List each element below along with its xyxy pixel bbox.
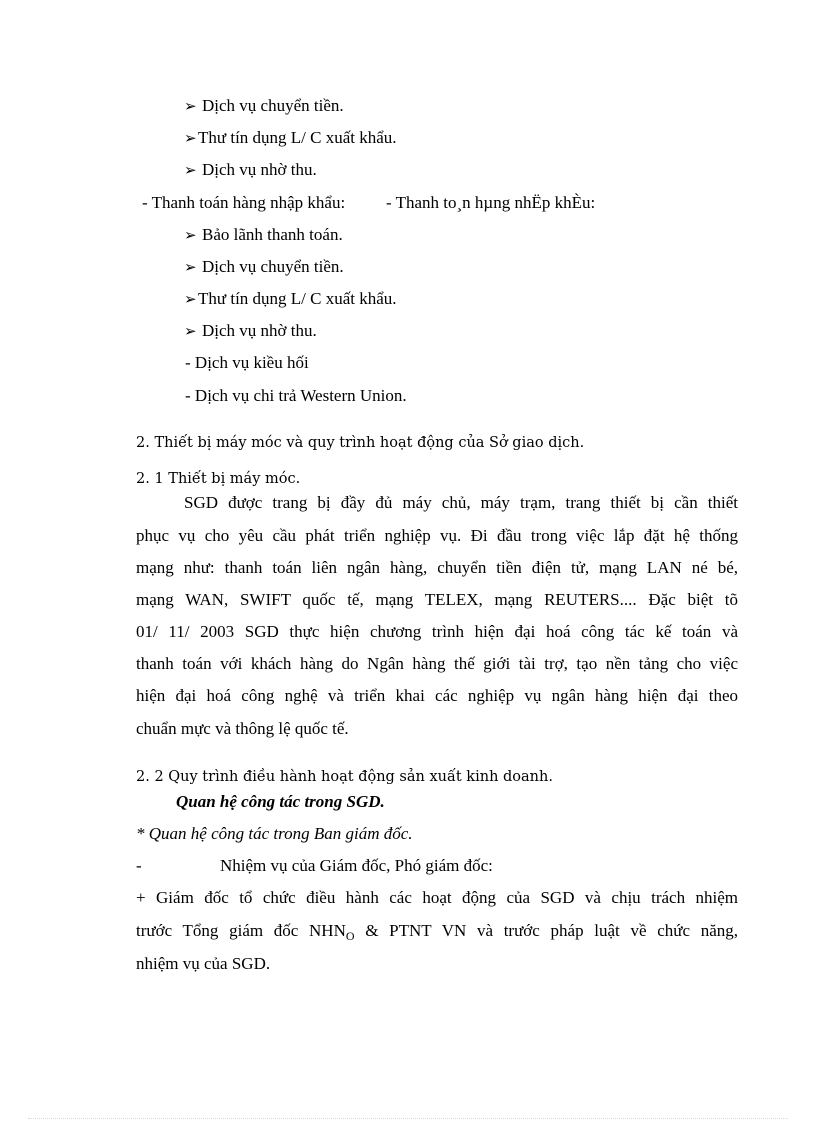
paragraph-line: 01/ 11/ 2003 SGD thực hiện chương trình hiện đại hoá công tác kế toán và [136, 622, 738, 641]
list-item [184, 225, 343, 246]
import-payment-label-garbled: - Thanh to¸n hµng nhËp khÈu: [386, 193, 596, 212]
paragraph-line [136, 921, 738, 946]
section-heading: 2. Thiết bị máy móc và quy trình hoạt động của Sở giao dịch. [136, 435, 585, 451]
paragraph-line: chuẩn mực và thông lệ quốc tế. [136, 719, 349, 738]
paragraph-line: SGD được trang bị đầy đủ máy chủ, máy trạm, trang thiết bị cần thiết [184, 493, 738, 512]
list-item-text: Bảo lãnh thanh toán. [202, 225, 343, 244]
relation-heading: Quan hệ công tác trong SGD. [176, 792, 385, 811]
list-item [184, 289, 397, 310]
list-item-text: Thư tín dụng L/ C xuất khẩu. [198, 289, 397, 308]
list-item-text: Dịch vụ chuyển tiền. [202, 96, 344, 115]
import-payment-label: - Thanh toán hàng nhập khẩu: [142, 193, 346, 212]
subsection-heading: 2. 1 Thiết bị máy móc. [136, 471, 301, 487]
director-text: & PTNT VN và trước pháp luật về chức năng, [354, 921, 738, 940]
list-item-text: Dịch vụ chuyển tiền. [202, 257, 344, 276]
list-item-text: Dịch vụ nhờ thu. [202, 321, 317, 340]
duty-dash: - [136, 856, 142, 875]
dash-item: - Dịch vụ kiều hối [185, 353, 309, 372]
arrow-bullet-icon: ➢ [184, 292, 197, 308]
list-item-text: Thư tín dụng L/ C xuất khẩu. [198, 128, 397, 147]
arrow-bullet-icon: ➢ [184, 260, 197, 276]
arrow-bullet-icon: ➢ [184, 324, 197, 340]
board-relation-heading: * Quan hệ công tác trong Ban giám đốc. [136, 824, 413, 843]
paragraph-line: phục vụ cho yêu cầu phát triển nghiệp vụ. Đi đầu trong việc lắp đặt hệ thống [136, 526, 738, 545]
paragraph-line: mạng như: thanh toán liên ngân hàng, chuyển tiền điện tử, mạng LAN né bé, [136, 558, 738, 577]
arrow-bullet-icon: ➢ [184, 131, 197, 147]
subscript-text: O [345, 929, 355, 943]
arrow-bullet-icon: ➢ [184, 228, 197, 244]
list-item-text: Dịch vụ nhờ thu. [202, 160, 317, 179]
paragraph-line: + Giám đốc tổ chức điều hành các hoạt động của SGD và chịu trách nhiệm [136, 888, 738, 907]
list-item [184, 96, 344, 117]
dash-item: - Dịch vụ chi trả Western Union. [185, 386, 407, 405]
list-item [184, 257, 344, 278]
subsection-heading: 2. 2 Quy trình điều hành hoạt động sản xuất kinh doanh. [136, 769, 553, 785]
paragraph-line: hiện đại hoá công nghệ và triển khai các nghiệp vụ ngân hàng hiện đại theo [136, 686, 738, 705]
director-text: trước Tổng giám đốc NHN [136, 921, 346, 940]
paragraph-line: nhiệm vụ của SGD. [136, 954, 271, 973]
list-item [184, 160, 317, 181]
footer-divider [28, 1118, 788, 1119]
list-item [184, 128, 397, 149]
arrow-bullet-icon: ➢ [184, 163, 197, 179]
arrow-bullet-icon: ➢ [184, 99, 197, 115]
duty-title: Nhiệm vụ của Giám đốc, Phó giám đốc: [220, 856, 493, 875]
paragraph-line: mạng WAN, SWIFT quốc tế, mạng TELEX, mạng REUTERS.... Đặc biệt tõ [136, 590, 738, 609]
paragraph-line: thanh toán với khách hàng do Ngân hàng thế giới tài trợ, tạo nền tảng cho việc [136, 654, 738, 673]
list-item [184, 321, 317, 342]
